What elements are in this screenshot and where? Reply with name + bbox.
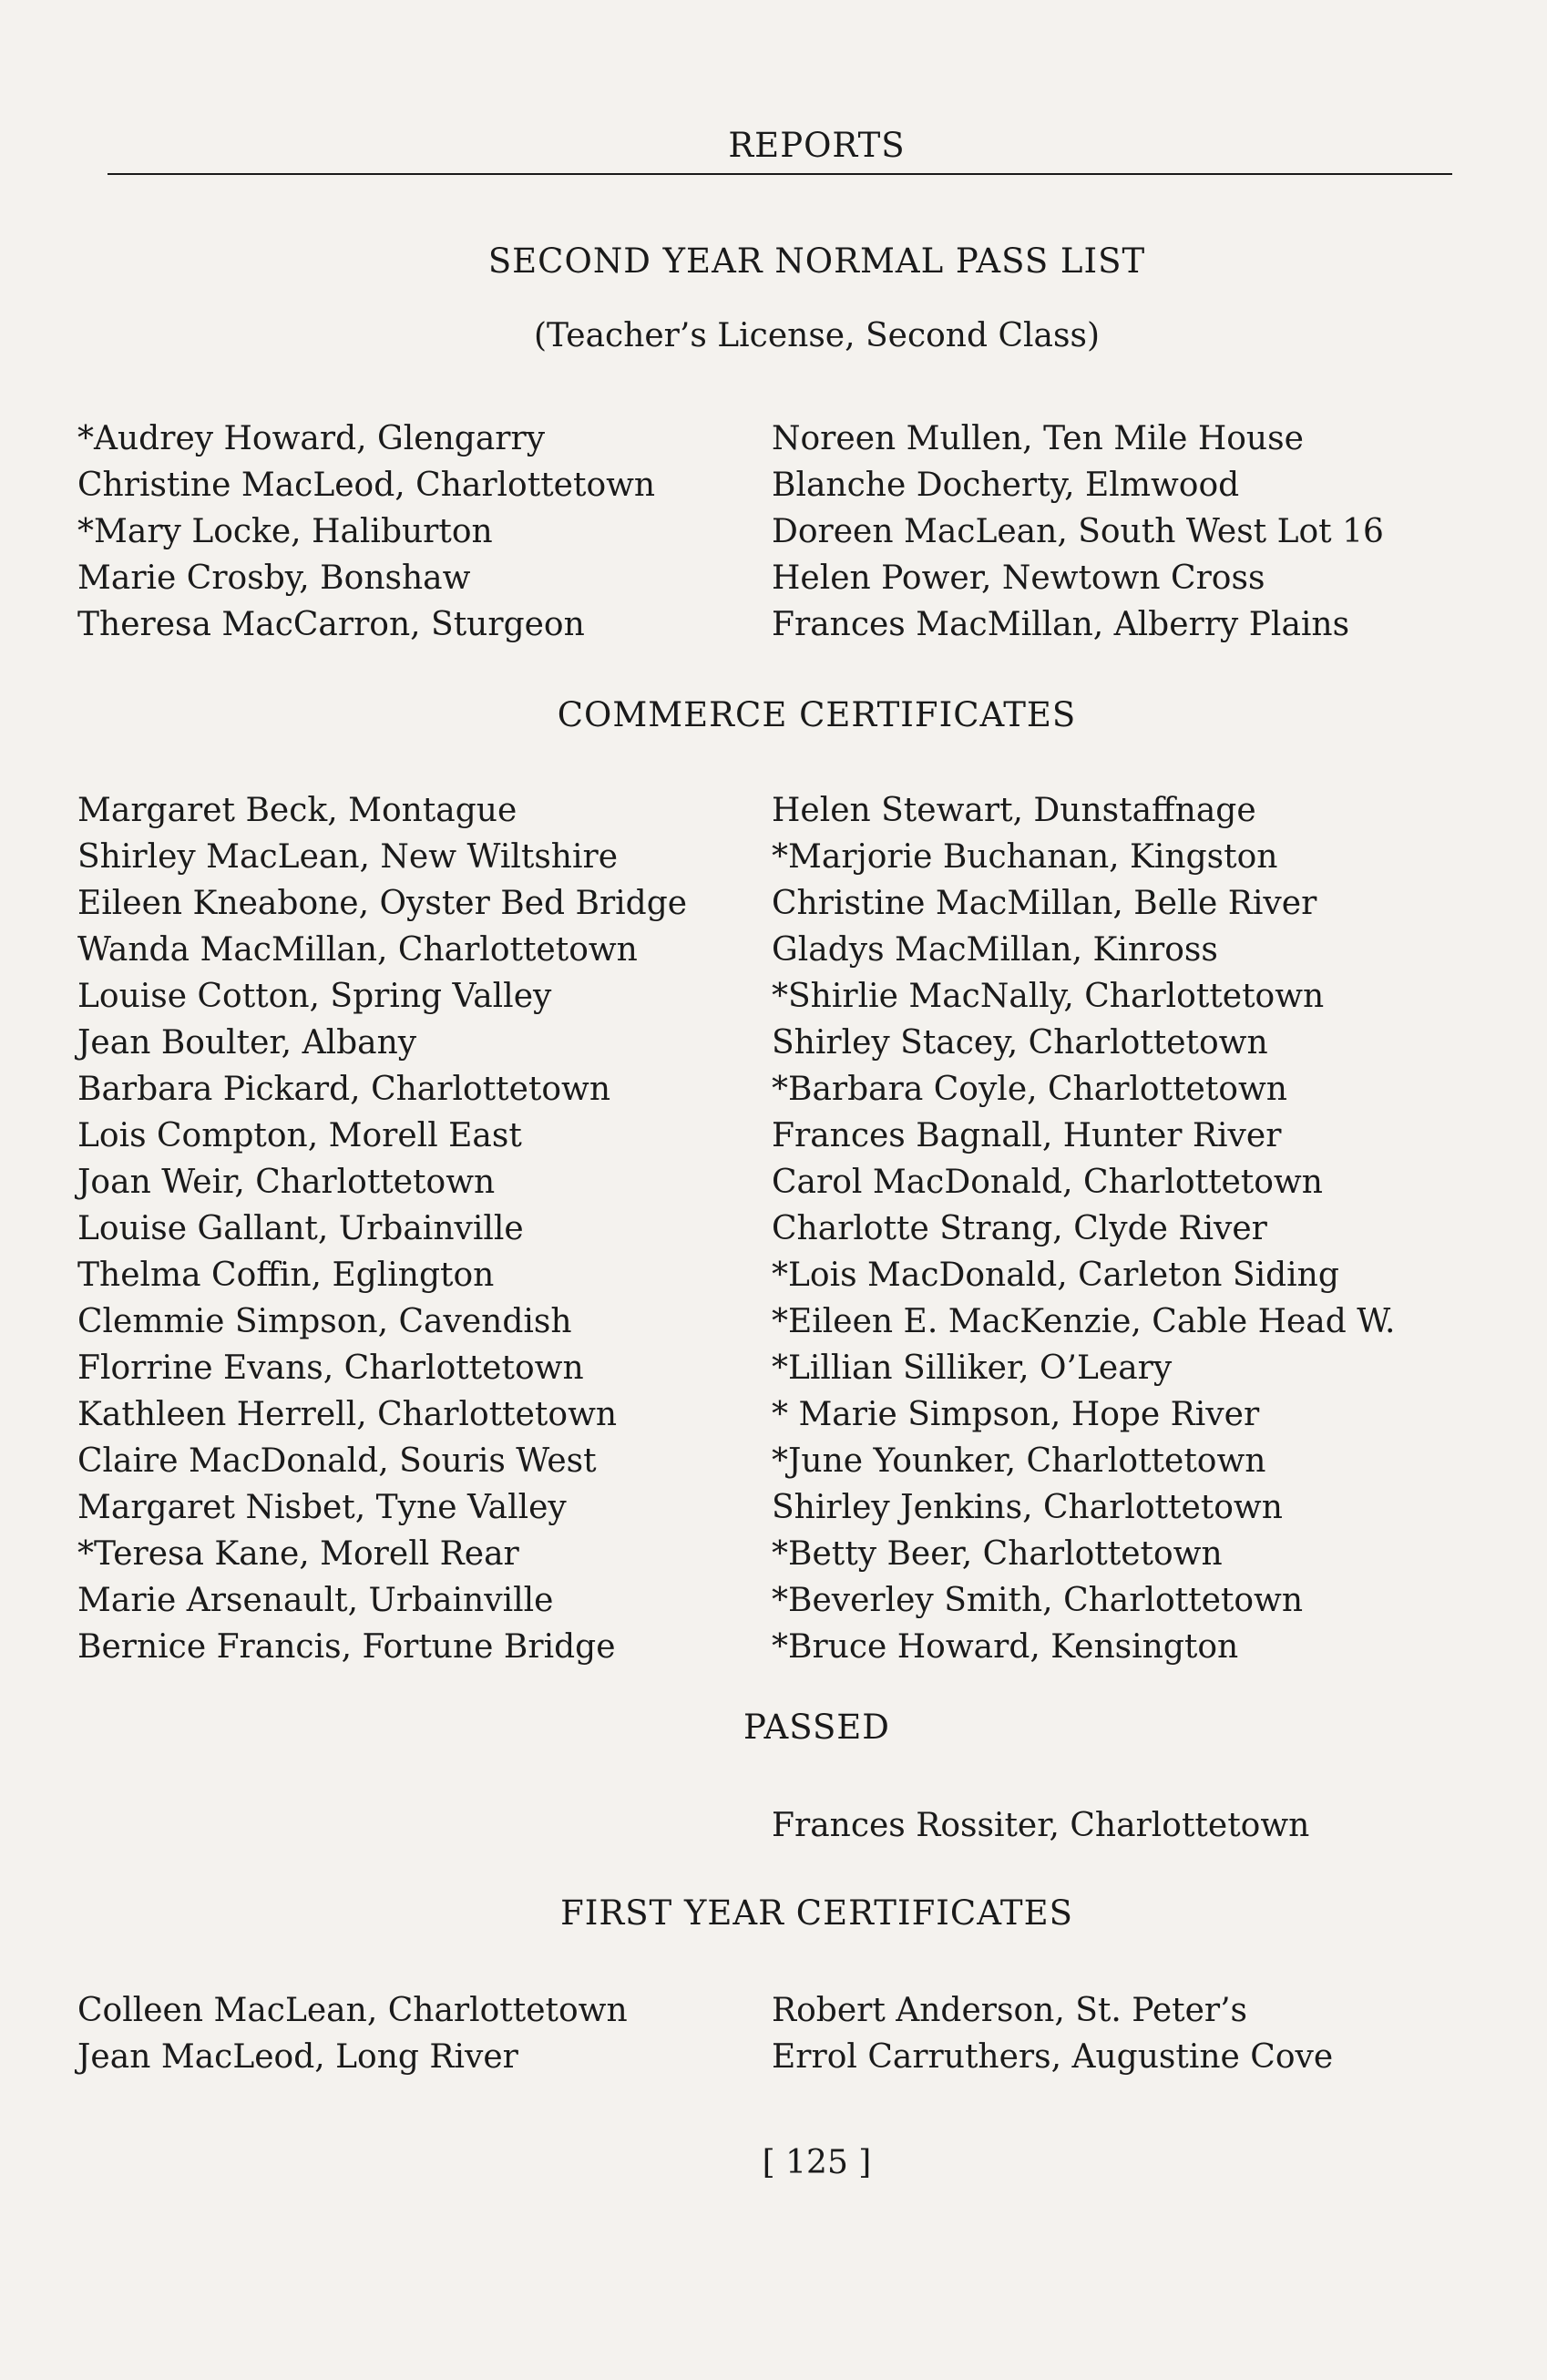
- list-item: Helen Stewart, Dunstaffnage: [772, 792, 1256, 829]
- list-item: Frances Bagnall, Hunter River: [772, 1117, 1282, 1154]
- first-year-left-column: [77, 1987, 628, 2080]
- list-item: Wanda MacMillan, Charlottetown: [77, 931, 638, 969]
- section-title-first-year: FIRST YEAR CERTIFICATES: [560, 1893, 1073, 1933]
- list-item: Robert Anderson, St. Peter’s: [772, 1992, 1248, 2029]
- list-item: Carol MacDonald, Charlottetown: [772, 1164, 1323, 1201]
- list-item: *Barbara Coyle, Charlottetown: [772, 1071, 1287, 1108]
- list-item: Claire MacDonald, Souris West: [77, 1442, 597, 1480]
- header-rule: [108, 173, 1452, 175]
- list-item: Marie Crosby, Bonshaw: [77, 559, 471, 597]
- list-item: Charlotte Strang, Clyde River: [772, 1210, 1267, 1247]
- list-item: Colleen MacLean, Charlottetown: [77, 1992, 628, 2029]
- list-item: Shirley Jenkins, Charlottetown: [772, 1489, 1283, 1526]
- list-item: Doreen MacLean, South West Lot 16: [772, 513, 1384, 550]
- list-item: Kathleen Herrell, Charlottetown: [77, 1396, 618, 1433]
- list-item: *Teresa Kane, Morell Rear: [77, 1535, 519, 1573]
- second-year-left-column: [77, 415, 655, 648]
- list-item: Eileen Kneabone, Oyster Bed Bridge: [77, 885, 688, 922]
- section-subtitle-second-year: (Teacher’s License, Second Class): [534, 317, 1100, 354]
- list-item: Frances Rossiter, Charlottetown: [772, 1807, 1310, 1844]
- list-item: *Beverley Smith, Charlottetown: [772, 1582, 1304, 1619]
- list-item: Margaret Nisbet, Tyne Valley: [77, 1489, 567, 1526]
- list-item: Errol Carruthers, Augustine Cove: [772, 2038, 1334, 2076]
- page-number: [ 125 ]: [762, 2144, 872, 2181]
- commerce-left-column: [77, 787, 687, 1670]
- list-item: *Bruce Howard, Kensington: [772, 1628, 1239, 1666]
- list-item: Lois Compton, Morell East: [77, 1117, 522, 1154]
- list-item: * Marie Simpson, Hope River: [772, 1396, 1260, 1433]
- list-item: Florrine Evans, Charlottetown: [77, 1349, 584, 1387]
- list-item: Theresa MacCarron, Sturgeon: [77, 606, 585, 643]
- list-item: Jean MacLeod, Long River: [77, 2038, 518, 2076]
- list-item: Margaret Beck, Montague: [77, 792, 517, 829]
- list-item: Joan Weir, Charlottetown: [77, 1164, 496, 1201]
- list-item: Jean Boulter, Albany: [77, 1024, 417, 1062]
- list-item: *Lillian Silliker, O’Leary: [772, 1349, 1173, 1387]
- list-item: *Lois MacDonald, Carleton Siding: [772, 1257, 1339, 1294]
- section-title-second-year: SECOND YEAR NORMAL PASS LIST: [487, 241, 1146, 281]
- list-item: Clemmie Simpson, Cavendish: [77, 1303, 572, 1340]
- section-title-passed: PASSED: [743, 1708, 890, 1747]
- section-title-commerce: COMMERCE CERTIFICATES: [557, 695, 1077, 734]
- list-item: Frances MacMillan, Alberry Plains: [772, 606, 1350, 643]
- list-item: *June Younker, Charlottetown: [772, 1442, 1266, 1480]
- first-year-right-column: [772, 1987, 1333, 2080]
- list-item: Thelma Coffin, Eglington: [77, 1257, 495, 1294]
- list-item: Christine MacLeod, Charlottetown: [77, 467, 656, 504]
- list-item: *Audrey Howard, Glengarry: [77, 420, 546, 457]
- list-item: Louise Cotton, Spring Valley: [77, 978, 552, 1015]
- list-item: Gladys MacMillan, Kinross: [772, 931, 1218, 969]
- list-item: Louise Gallant, Urbainville: [77, 1210, 524, 1247]
- list-item: Shirley Stacey, Charlottetown: [772, 1024, 1268, 1062]
- list-item: *Betty Beer, Charlottetown: [772, 1535, 1223, 1573]
- list-item: Noreen Mullen, Ten Mile House: [772, 420, 1304, 457]
- second-year-right-column: [772, 415, 1384, 648]
- list-item: *Eileen E. MacKenzie, Cable Head W.: [772, 1303, 1396, 1340]
- list-item: *Shirlie MacNally, Charlottetown: [772, 978, 1325, 1015]
- passed-right-column: [772, 1802, 1309, 1849]
- commerce-right-column: [772, 787, 1395, 1670]
- list-item: Shirley MacLean, New Wiltshire: [77, 838, 619, 876]
- list-item: Helen Power, Newtown Cross: [772, 559, 1265, 597]
- list-item: Marie Arsenault, Urbainville: [77, 1582, 554, 1619]
- list-item: Barbara Pickard, Charlottetown: [77, 1071, 611, 1108]
- list-item: Christine MacMillan, Belle River: [772, 885, 1317, 922]
- list-item: *Mary Locke, Haliburton: [77, 513, 493, 550]
- running-head: REPORTS: [728, 126, 906, 165]
- list-item: Blanche Docherty, Elmwood: [772, 467, 1240, 504]
- list-item: Bernice Francis, Fortune Bridge: [77, 1628, 616, 1666]
- list-item: *Marjorie Buchanan, Kingston: [772, 838, 1278, 876]
